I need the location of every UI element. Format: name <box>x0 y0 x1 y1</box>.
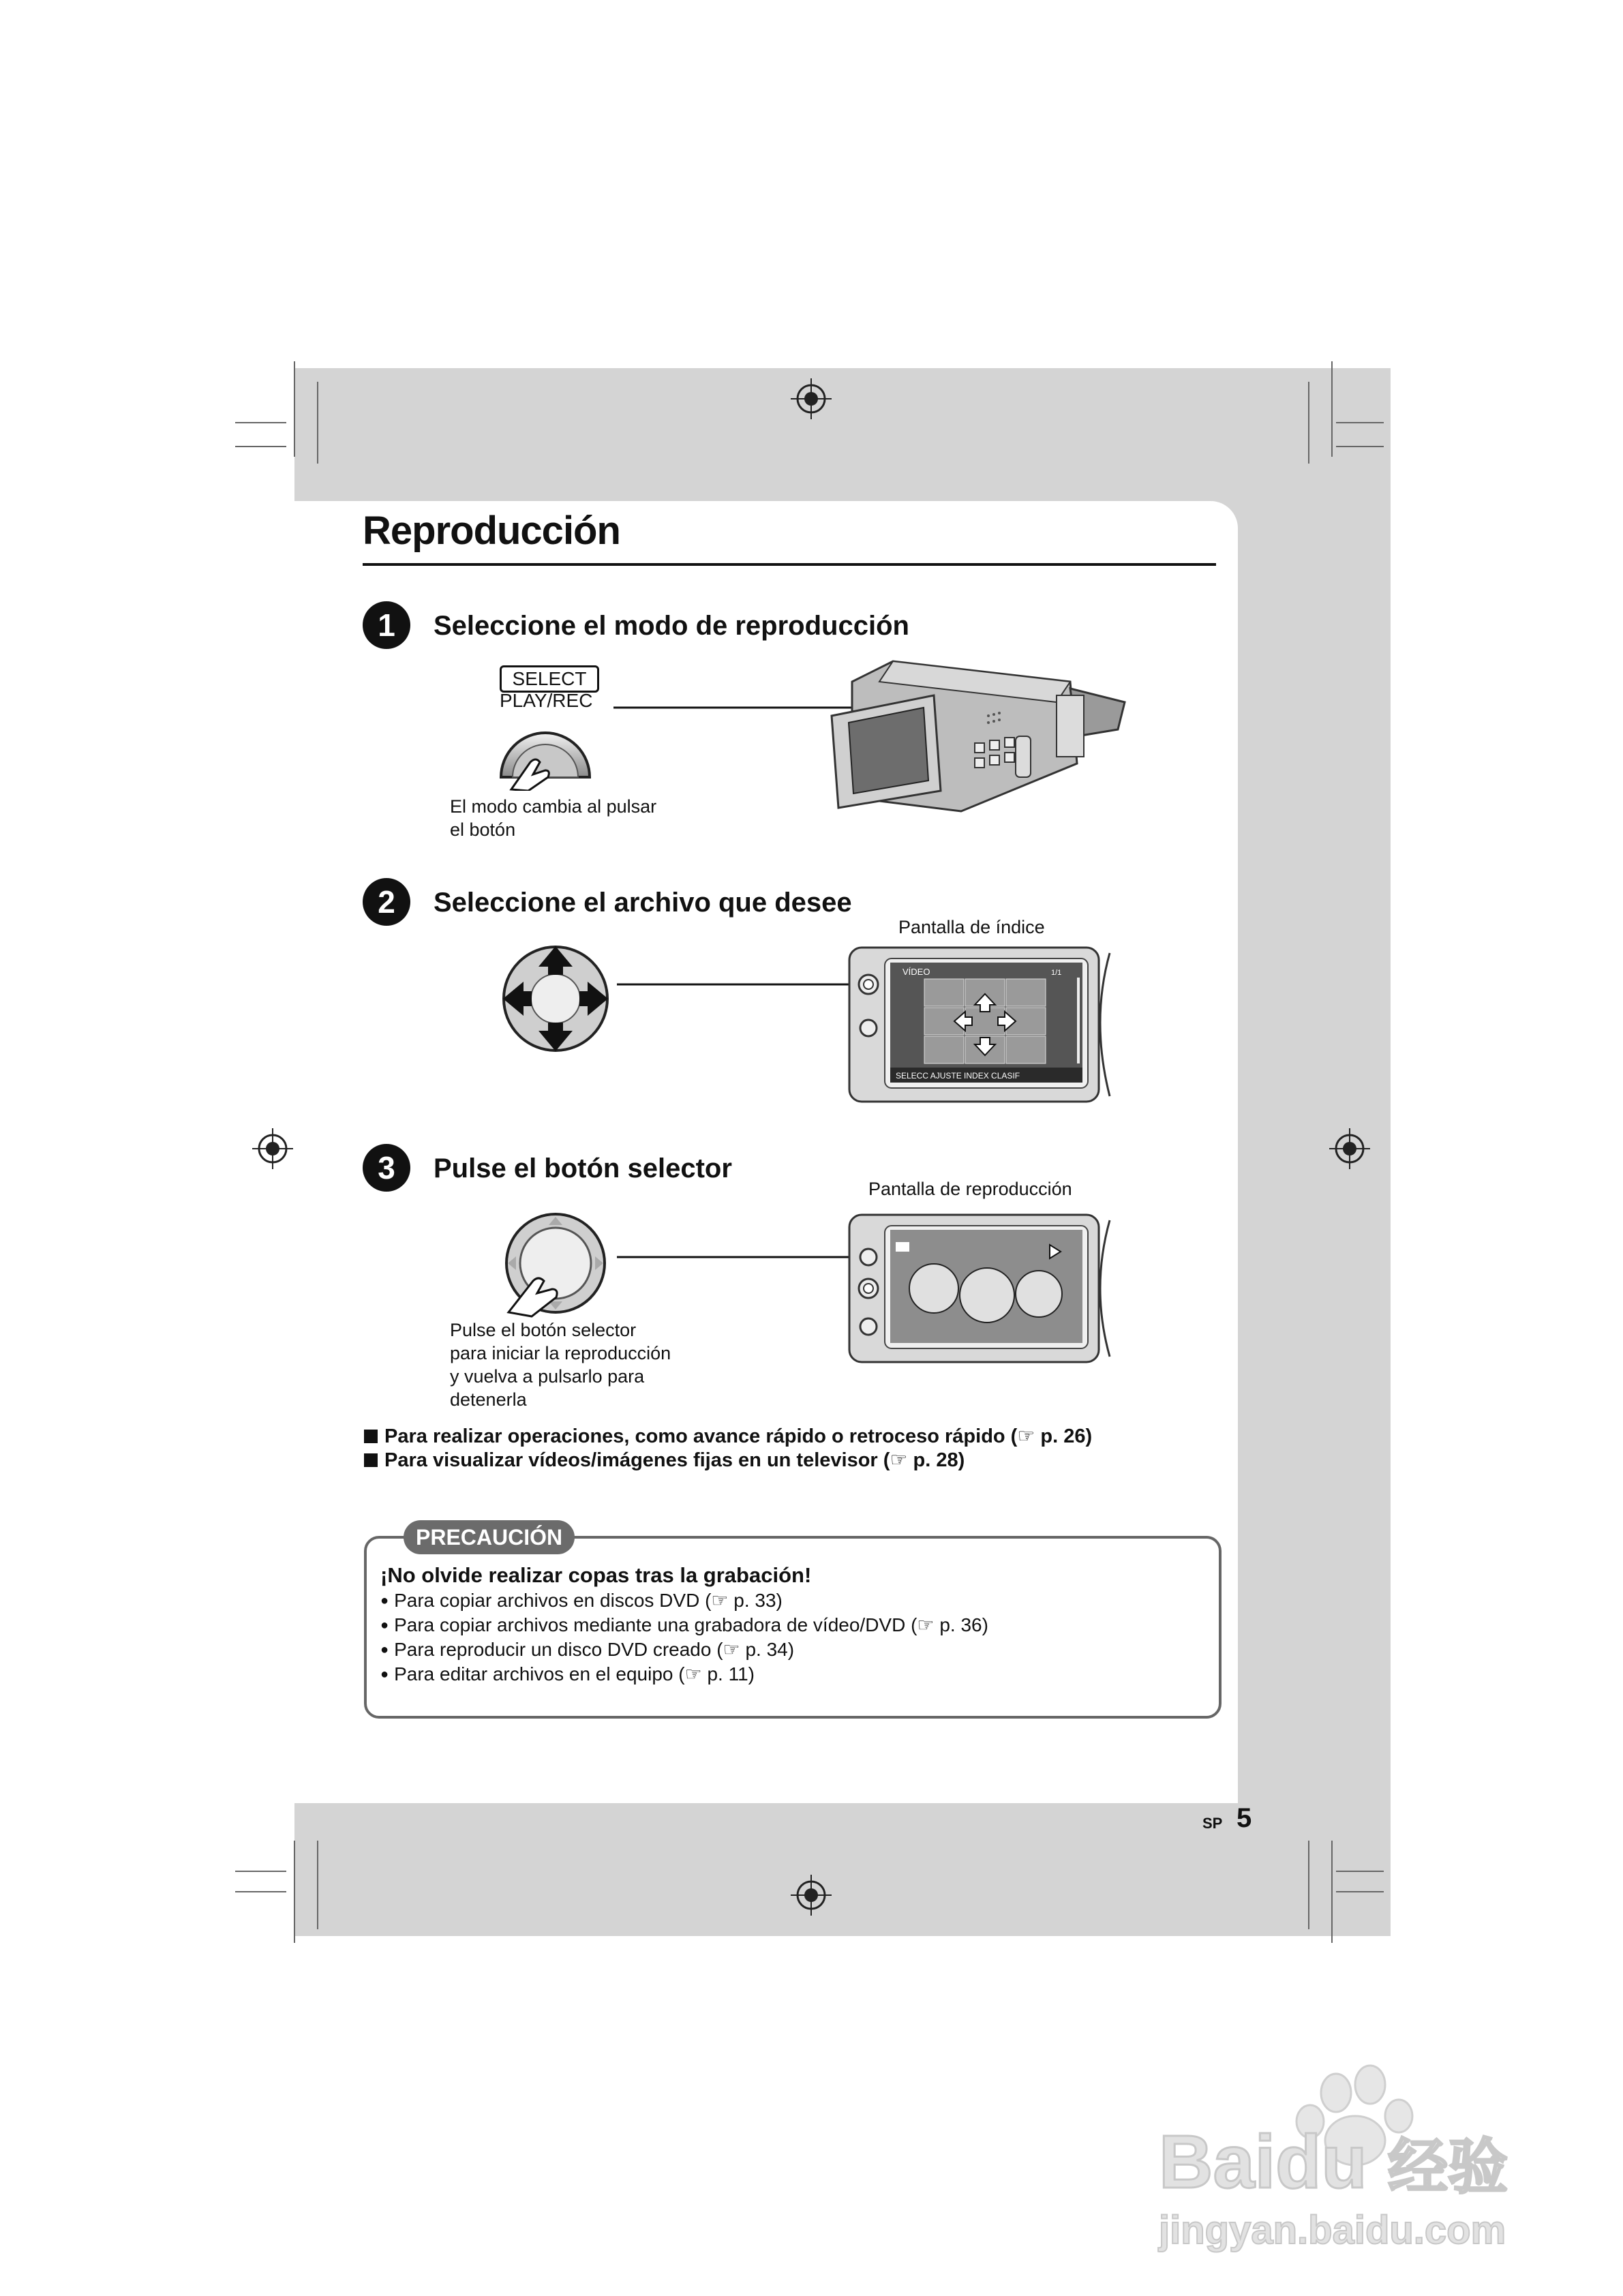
note-fast-forward-ref[interactable]: p. 26) <box>1040 1425 1093 1447</box>
region-code: SP <box>1202 1815 1223 1832</box>
note-tv-playback-ref[interactable]: p. 28) <box>913 1449 965 1471</box>
step3-caption-line: y vuelva a pulsarlo para <box>450 1366 645 1387</box>
page-number: 5 <box>1237 1803 1252 1833</box>
registration-mark-right-icon <box>1329 1128 1370 1169</box>
watermark-brand: Baidu 经验 <box>1159 2120 1508 2204</box>
pointing-hand-icon: ☞ <box>917 1614 935 1635</box>
bullet-square-icon <box>364 1430 378 1443</box>
registration-mark-top-icon <box>791 378 832 419</box>
step1-caption-line: El modo cambia al pulsar <box>450 796 657 817</box>
baidu-watermark <box>1132 2059 1554 2256</box>
pointing-hand-icon: ☞ <box>1017 1425 1035 1447</box>
caution-item-ref[interactable]: p. 33) <box>733 1590 783 1611</box>
registration-mark-left-icon <box>252 1128 293 1169</box>
lcd-page-text: 1/1 <box>1051 969 1062 977</box>
play-rec-label: PLAY/REC <box>500 690 593 711</box>
step-title-2: Seleccione el archivo que desee <box>434 888 852 918</box>
caution-item-ref[interactable]: p. 36) <box>939 1614 988 1635</box>
step-title-1: Seleccione el modo de reproducción <box>434 611 909 641</box>
step3-caption-line: detenerla <box>450 1389 527 1410</box>
playback-screen-illustration <box>613 1207 1118 1370</box>
index-screen-label: Pantalla de índice <box>898 917 1045 937</box>
pointing-hand-icon: ☞ <box>684 1663 702 1685</box>
caution-item: ● Para editar archivos en el equipo (☞ p. 11) <box>380 1662 988 1687</box>
pointing-hand-icon: ☞ <box>890 1449 908 1471</box>
pointing-hand-icon: ☞ <box>723 1639 740 1660</box>
selector-dial-illustration <box>498 941 613 1057</box>
registration-mark-bottom-icon <box>791 1875 832 1916</box>
page-title: Reproducción <box>363 509 620 553</box>
note-tv-playback: Para visualizar vídeos/imágenes fijas en un televisor (☞ p. 28) <box>364 1449 965 1472</box>
lcd-mode-text: VÍDEO <box>902 967 930 977</box>
step-number-2: 2 <box>363 878 410 926</box>
step-number-3: 3 <box>363 1144 410 1192</box>
pointing-hand-icon: ☞ <box>711 1590 729 1611</box>
caution-item: ● Para copiar archivos mediante una grabadora de vídeo/DVD (☞ p. 36) <box>380 1613 988 1637</box>
step3-caption-line: Pulse el botón selector <box>450 1320 637 1340</box>
lcd-bottom-text: SELECC AJUSTE INDEX CLASIF <box>896 1071 1020 1081</box>
caution-body <box>380 1563 988 1687</box>
step3-caption-line: para iniciar la reproducción <box>450 1343 671 1363</box>
caution-label: PRECAUCIÓN <box>404 1520 575 1554</box>
caution-item: ● Para reproducir un disco DVD creado (☞ p. 34) <box>380 1637 988 1662</box>
selector-press-illustration <box>498 1210 613 1319</box>
watermark-brand-cn: 经验 <box>1388 2133 1508 2201</box>
step1-caption-line: el botón <box>450 819 516 840</box>
playback-screen-label: Pantalla de reproducción <box>868 1179 1072 1199</box>
step-number-1: 1 <box>363 601 410 649</box>
camcorder-illustration <box>607 654 1138 818</box>
video-mode-icon <box>896 1242 909 1252</box>
bullet-square-icon <box>364 1453 378 1467</box>
watermark-url: jingyan.baidu.com <box>1159 2208 1506 2252</box>
caution-item: ● Para copiar archivos en discos DVD (☞ p. 33) <box>380 1588 988 1613</box>
play-rec-button-illustration <box>491 709 600 791</box>
index-screen-illustration <box>613 946 1118 1110</box>
caution-item-ref[interactable]: p. 11) <box>707 1663 755 1685</box>
step-title-3: Pulse el botón selector <box>434 1153 732 1183</box>
select-label: SELECT <box>500 665 599 693</box>
title-rule <box>363 563 1216 566</box>
caution-heading: ¡No olvide realizar copas tras la grabación! <box>380 1563 812 1587</box>
note-fast-forward: Para realizar operaciones, como avance rápido o retroceso rápido (☞ p. 26) <box>364 1425 1092 1449</box>
caution-item-ref[interactable]: p. 34) <box>745 1639 795 1660</box>
